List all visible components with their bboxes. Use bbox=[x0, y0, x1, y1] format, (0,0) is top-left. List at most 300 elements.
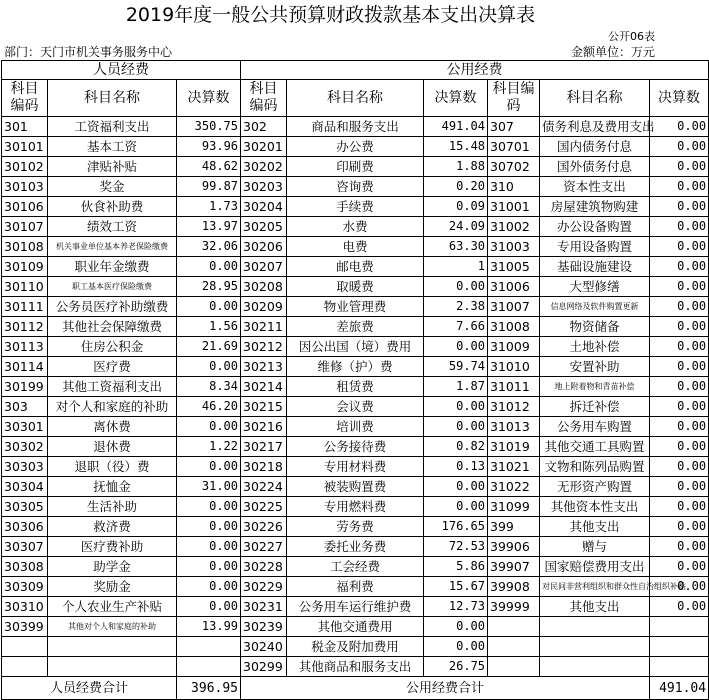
table-row bbox=[2, 377, 709, 397]
amount-cell: 0.00 bbox=[177, 537, 241, 557]
amount-cell: 15.67 bbox=[424, 577, 488, 597]
name-cell: 国外债务付息 bbox=[540, 157, 650, 177]
code-cell: 30209 bbox=[241, 297, 287, 317]
amount-cell: 24.09 bbox=[424, 217, 488, 237]
name-cell: 房屋建筑物购建 bbox=[540, 197, 650, 217]
amount-cell: 0.00 bbox=[650, 237, 709, 257]
code-cell: 30103 bbox=[2, 177, 48, 197]
amount-cell: 0.00 bbox=[424, 417, 488, 437]
name-cell: 津贴补贴 bbox=[48, 157, 177, 177]
code-cell: 30101 bbox=[2, 137, 48, 157]
table-row bbox=[2, 317, 709, 337]
code-cell: 30112 bbox=[2, 317, 48, 337]
name-cell: 公务接待费 bbox=[287, 437, 424, 457]
amount-cell: 0.00 bbox=[650, 557, 709, 577]
name-cell: 资本性支出 bbox=[540, 177, 650, 197]
code-cell: 30307 bbox=[2, 537, 48, 557]
column-header-row bbox=[2, 80, 709, 117]
name-cell: 土地补偿 bbox=[540, 337, 650, 357]
amount-cell: 13.97 bbox=[177, 217, 241, 237]
amount-cell: 5.86 bbox=[424, 557, 488, 577]
name-cell: 伙食补助费 bbox=[48, 197, 177, 217]
code-cell: 39908 bbox=[488, 577, 540, 597]
code-cell: 30299 bbox=[241, 657, 287, 677]
name-cell: 手续费 bbox=[287, 197, 424, 217]
amount-cell: 0.00 bbox=[650, 337, 709, 357]
column-header-amount: 决算数 bbox=[650, 80, 709, 117]
code-cell: 39907 bbox=[488, 557, 540, 577]
name-cell: 住房公积金 bbox=[48, 337, 177, 357]
code-cell: 30218 bbox=[241, 457, 287, 477]
code-cell: 31010 bbox=[488, 357, 540, 377]
name-cell: 基础设施建设 bbox=[540, 257, 650, 277]
code-cell: 399 bbox=[488, 517, 540, 537]
table-row bbox=[2, 217, 709, 237]
code-cell: 31002 bbox=[488, 217, 540, 237]
amount-cell: 176.65 bbox=[424, 517, 488, 537]
column-header-name: 科目名称 bbox=[48, 80, 177, 117]
code-cell: 30304 bbox=[2, 477, 48, 497]
table-row bbox=[2, 477, 709, 497]
code-cell: 31009 bbox=[488, 337, 540, 357]
name-cell: 债务利息及费用支出 bbox=[540, 117, 650, 137]
name-cell: 工会经费 bbox=[287, 557, 424, 577]
column-header-code: 科目编码 bbox=[241, 80, 287, 117]
amount-cell: 0.00 bbox=[650, 157, 709, 177]
code-cell: 31005 bbox=[488, 257, 540, 277]
amount-cell: 0.00 bbox=[650, 357, 709, 377]
amount-cell: 0.00 bbox=[650, 197, 709, 217]
code-cell: 30302 bbox=[2, 437, 48, 457]
code-cell: 30217 bbox=[241, 437, 287, 457]
column-header-code: 科目编码 bbox=[2, 80, 48, 117]
amount-cell: 0.13 bbox=[424, 457, 488, 477]
name-cell: 其他交通费用 bbox=[287, 617, 424, 637]
name-cell: 工资福利支出 bbox=[48, 117, 177, 137]
column-header-amount: 决算数 bbox=[424, 80, 488, 117]
code-cell: 30208 bbox=[241, 277, 287, 297]
table-row bbox=[2, 517, 709, 537]
amount-cell: 13.99 bbox=[177, 617, 241, 637]
unit-label: 金额单位：万元 bbox=[570, 45, 655, 59]
code-cell: 39999 bbox=[488, 597, 540, 617]
name-cell: 差旅费 bbox=[287, 317, 424, 337]
name-cell: 赠与 bbox=[540, 537, 650, 557]
amount-cell: 350.75 bbox=[177, 117, 241, 137]
column-header-name: 科目名称 bbox=[540, 80, 650, 117]
table-row bbox=[2, 197, 709, 217]
name-cell: 退职（役）费 bbox=[48, 457, 177, 477]
amount-cell: 0.00 bbox=[424, 397, 488, 417]
name-cell: 被装购置费 bbox=[287, 477, 424, 497]
code-cell bbox=[488, 637, 540, 657]
name-cell: 专用燃料费 bbox=[287, 497, 424, 517]
amount-cell: 0.00 bbox=[424, 637, 488, 657]
code-cell: 30113 bbox=[2, 337, 48, 357]
column-header-code: 科目编码 bbox=[488, 80, 540, 117]
table-row bbox=[2, 337, 709, 357]
code-cell: 31001 bbox=[488, 197, 540, 217]
name-cell: 国家赔偿费用支出 bbox=[540, 557, 650, 577]
amount-cell bbox=[650, 657, 709, 677]
name-cell bbox=[48, 657, 177, 677]
amount-cell: 0.00 bbox=[650, 497, 709, 517]
code-cell: 30211 bbox=[241, 317, 287, 337]
table-row bbox=[2, 257, 709, 277]
name-cell: 专用设备购置 bbox=[540, 237, 650, 257]
code-cell: 30226 bbox=[241, 517, 287, 537]
amount-cell: 0.00 bbox=[177, 257, 241, 277]
amount-cell: 0.00 bbox=[650, 317, 709, 337]
name-cell: 机关事业单位基本养老保险缴费 bbox=[48, 237, 177, 257]
name-cell: 公务用车运行维护费 bbox=[287, 597, 424, 617]
amount-cell: 8.34 bbox=[177, 377, 241, 397]
amount-cell: 0.00 bbox=[424, 477, 488, 497]
code-cell: 30301 bbox=[2, 417, 48, 437]
name-cell: 办公费 bbox=[287, 137, 424, 157]
name-cell: 拆迁补偿 bbox=[540, 397, 650, 417]
code-cell: 30231 bbox=[241, 597, 287, 617]
amount-cell: 2.38 bbox=[424, 297, 488, 317]
name-cell: 会议费 bbox=[287, 397, 424, 417]
code-cell: 30227 bbox=[241, 537, 287, 557]
name-cell: 医疗费 bbox=[48, 357, 177, 377]
amount-cell: 99.87 bbox=[177, 177, 241, 197]
table-number: 公开06表 bbox=[608, 30, 655, 43]
amount-cell: 12.73 bbox=[424, 597, 488, 617]
amount-cell: 491.04 bbox=[424, 117, 488, 137]
amount-cell: 0.00 bbox=[177, 357, 241, 377]
amount-cell: 0.20 bbox=[424, 177, 488, 197]
name-cell: 助学金 bbox=[48, 557, 177, 577]
code-cell: 31013 bbox=[488, 417, 540, 437]
code-cell: 31022 bbox=[488, 477, 540, 497]
name-cell: 劳务费 bbox=[287, 517, 424, 537]
name-cell: 奖金 bbox=[48, 177, 177, 197]
table-row bbox=[2, 117, 709, 137]
amount-cell: 0.00 bbox=[650, 137, 709, 157]
table-row bbox=[2, 277, 709, 297]
code-cell: 30310 bbox=[2, 597, 48, 617]
name-cell: 其他交通工具购置 bbox=[540, 437, 650, 457]
amount-cell: 0.00 bbox=[650, 397, 709, 417]
name-cell: 物业管理费 bbox=[287, 297, 424, 317]
code-cell bbox=[2, 637, 48, 657]
code-cell: 30107 bbox=[2, 217, 48, 237]
department-label: 部门：天门市机关事务服务中心 bbox=[4, 45, 173, 59]
name-cell: 无形资产购置 bbox=[540, 477, 650, 497]
amount-cell: 0.00 bbox=[177, 297, 241, 317]
name-cell bbox=[48, 637, 177, 657]
name-cell: 其他商品和服务支出 bbox=[287, 657, 424, 677]
column-header-amount: 决算数 bbox=[177, 80, 241, 117]
code-cell: 302 bbox=[241, 117, 287, 137]
amount-cell: 0.00 bbox=[177, 497, 241, 517]
amount-cell: 48.62 bbox=[177, 157, 241, 177]
amount-cell: 31.00 bbox=[177, 477, 241, 497]
amount-cell: 0.00 bbox=[424, 277, 488, 297]
code-cell: 31008 bbox=[488, 317, 540, 337]
public-total-label: 公用经费合计 bbox=[241, 677, 650, 700]
amount-cell: 0.00 bbox=[650, 277, 709, 297]
name-cell: 安置补助 bbox=[540, 357, 650, 377]
name-cell bbox=[540, 617, 650, 637]
name-cell: 地上附着物和青苗补偿 bbox=[540, 377, 650, 397]
name-cell: 职业年金缴费 bbox=[48, 257, 177, 277]
code-cell: 31011 bbox=[488, 377, 540, 397]
amount-cell: 1.88 bbox=[424, 157, 488, 177]
public-total-value: 491.04 bbox=[650, 677, 709, 700]
amount-cell: 21.69 bbox=[177, 337, 241, 357]
amount-cell: 0.00 bbox=[177, 517, 241, 537]
code-cell: 30106 bbox=[2, 197, 48, 217]
name-cell: 其他支出 bbox=[540, 517, 650, 537]
amount-cell bbox=[650, 637, 709, 657]
name-cell: 办公设备购置 bbox=[540, 217, 650, 237]
amount-cell: 0.00 bbox=[650, 537, 709, 557]
amount-cell: 0.00 bbox=[650, 377, 709, 397]
code-cell: 30701 bbox=[488, 137, 540, 157]
name-cell: 对个人和家庭的补助 bbox=[48, 397, 177, 417]
amount-cell: 0.00 bbox=[650, 477, 709, 497]
name-cell: 对民间非营利组织和群众性自治组织补贴 bbox=[540, 577, 650, 597]
amount-cell: 7.66 bbox=[424, 317, 488, 337]
code-cell: 30214 bbox=[241, 377, 287, 397]
amount-cell: 59.74 bbox=[424, 357, 488, 377]
table-row bbox=[2, 637, 709, 657]
amount-cell: 0.00 bbox=[650, 417, 709, 437]
name-cell: 医疗费补助 bbox=[48, 537, 177, 557]
table-row bbox=[2, 177, 709, 197]
name-cell: 生活补助 bbox=[48, 497, 177, 517]
code-cell: 30229 bbox=[241, 577, 287, 597]
code-cell: 30228 bbox=[241, 557, 287, 577]
amount-cell: 1.73 bbox=[177, 197, 241, 217]
code-cell: 30305 bbox=[2, 497, 48, 517]
table-row bbox=[2, 437, 709, 457]
table-row bbox=[2, 497, 709, 517]
name-cell: 印刷费 bbox=[287, 157, 424, 177]
code-cell: 30109 bbox=[2, 257, 48, 277]
amount-cell: 63.30 bbox=[424, 237, 488, 257]
code-cell: 30102 bbox=[2, 157, 48, 177]
code-cell: 31021 bbox=[488, 457, 540, 477]
code-cell: 30225 bbox=[241, 497, 287, 517]
table-row bbox=[2, 597, 709, 617]
expenditure-table bbox=[1, 60, 709, 700]
totals-row bbox=[2, 677, 709, 700]
code-cell: 30199 bbox=[2, 377, 48, 397]
column-header-name: 科目名称 bbox=[287, 80, 424, 117]
name-cell: 基本工资 bbox=[48, 137, 177, 157]
amount-cell bbox=[177, 657, 241, 677]
name-cell: 其他社会保障缴费 bbox=[48, 317, 177, 337]
name-cell: 税金及附加费用 bbox=[287, 637, 424, 657]
code-cell: 30205 bbox=[241, 217, 287, 237]
table-body bbox=[2, 117, 709, 677]
name-cell: 文物和陈列品购置 bbox=[540, 457, 650, 477]
table-row bbox=[2, 457, 709, 477]
name-cell: 个人农业生产补贴 bbox=[48, 597, 177, 617]
code-cell: 30240 bbox=[241, 637, 287, 657]
name-cell: 绩效工资 bbox=[48, 217, 177, 237]
amount-cell: 0.00 bbox=[424, 497, 488, 517]
amount-cell: 93.96 bbox=[177, 137, 241, 157]
name-cell: 培训费 bbox=[287, 417, 424, 437]
name-cell: 因公出国（境）费用 bbox=[287, 337, 424, 357]
table-row bbox=[2, 417, 709, 437]
table-row bbox=[2, 137, 709, 157]
personnel-total-value: 396.95 bbox=[177, 677, 241, 700]
amount-cell: 72.53 bbox=[424, 537, 488, 557]
amount-cell: 0.00 bbox=[650, 517, 709, 537]
amount-cell: 0.00 bbox=[650, 437, 709, 457]
code-cell: 30702 bbox=[488, 157, 540, 177]
code-cell bbox=[2, 657, 48, 677]
table-row bbox=[2, 617, 709, 637]
amount-cell: 0.00 bbox=[650, 117, 709, 137]
amount-cell: 0.00 bbox=[424, 617, 488, 637]
code-cell: 30399 bbox=[2, 617, 48, 637]
amount-cell: 0.00 bbox=[177, 577, 241, 597]
amount-cell: 1.87 bbox=[424, 377, 488, 397]
code-cell: 303 bbox=[2, 397, 48, 417]
amount-cell: 0.00 bbox=[177, 597, 241, 617]
code-cell: 30309 bbox=[2, 577, 48, 597]
code-cell: 30213 bbox=[241, 357, 287, 377]
name-cell: 其他支出 bbox=[540, 597, 650, 617]
name-cell: 租赁费 bbox=[287, 377, 424, 397]
name-cell: 取暖费 bbox=[287, 277, 424, 297]
code-cell: 30216 bbox=[241, 417, 287, 437]
name-cell: 水费 bbox=[287, 217, 424, 237]
code-cell: 30202 bbox=[241, 157, 287, 177]
code-cell: 30204 bbox=[241, 197, 287, 217]
code-cell: 30239 bbox=[241, 617, 287, 637]
amount-cell: 0.00 bbox=[650, 217, 709, 237]
amount-cell: 0.00 bbox=[650, 577, 709, 597]
table-row bbox=[2, 577, 709, 597]
code-cell: 31012 bbox=[488, 397, 540, 417]
name-cell: 大型修缮 bbox=[540, 277, 650, 297]
name-cell: 退休费 bbox=[48, 437, 177, 457]
name-cell: 抚恤金 bbox=[48, 477, 177, 497]
name-cell: 公务员医疗补助缴费 bbox=[48, 297, 177, 317]
code-cell: 30114 bbox=[2, 357, 48, 377]
table-row bbox=[2, 397, 709, 417]
amount-cell: 0.09 bbox=[424, 197, 488, 217]
name-cell: 其他对个人和家庭的补助 bbox=[48, 617, 177, 637]
report-title: 2019年度一般公共预算财政拨款基本支出决算表 bbox=[125, 4, 536, 26]
table-row bbox=[2, 157, 709, 177]
name-cell: 其他资本性支出 bbox=[540, 497, 650, 517]
amount-cell bbox=[650, 617, 709, 637]
table-row bbox=[2, 357, 709, 377]
name-cell bbox=[540, 637, 650, 657]
code-cell: 30306 bbox=[2, 517, 48, 537]
name-cell: 邮电费 bbox=[287, 257, 424, 277]
amount-cell: 0.00 bbox=[650, 597, 709, 617]
code-cell: 30206 bbox=[241, 237, 287, 257]
name-cell: 商品和服务支出 bbox=[287, 117, 424, 137]
amount-cell: 32.06 bbox=[177, 237, 241, 257]
code-cell bbox=[488, 617, 540, 637]
name-cell: 专用材料费 bbox=[287, 457, 424, 477]
code-cell: 30203 bbox=[241, 177, 287, 197]
amount-cell: 0.82 bbox=[424, 437, 488, 457]
code-cell: 30303 bbox=[2, 457, 48, 477]
amount-cell: 1.22 bbox=[177, 437, 241, 457]
name-cell: 维修（护）费 bbox=[287, 357, 424, 377]
name-cell: 物资储备 bbox=[540, 317, 650, 337]
personnel-group-header: 人员经费 bbox=[2, 61, 241, 80]
code-cell: 30212 bbox=[241, 337, 287, 357]
code-cell: 31006 bbox=[488, 277, 540, 297]
code-cell: 307 bbox=[488, 117, 540, 137]
code-cell: 31007 bbox=[488, 297, 540, 317]
name-cell: 委托业务费 bbox=[287, 537, 424, 557]
name-cell: 职工基本医疗保险缴费 bbox=[48, 277, 177, 297]
code-cell: 31003 bbox=[488, 237, 540, 257]
name-cell: 福利费 bbox=[287, 577, 424, 597]
amount-cell: 0.00 bbox=[177, 557, 241, 577]
code-cell: 30207 bbox=[241, 257, 287, 277]
code-cell: 30108 bbox=[2, 237, 48, 257]
amount-cell: 0.00 bbox=[177, 457, 241, 477]
code-cell: 30111 bbox=[2, 297, 48, 317]
name-cell: 信息网络及软件购置更新 bbox=[540, 297, 650, 317]
amount-cell: 0.00 bbox=[424, 337, 488, 357]
name-cell: 奖励金 bbox=[48, 577, 177, 597]
amount-cell: 0.00 bbox=[650, 257, 709, 277]
group-header-row bbox=[2, 61, 709, 80]
amount-cell: 0.00 bbox=[650, 177, 709, 197]
code-cell: 30224 bbox=[241, 477, 287, 497]
table-row bbox=[2, 557, 709, 577]
name-cell: 公务用车购置 bbox=[540, 417, 650, 437]
amount-cell: 46.20 bbox=[177, 397, 241, 417]
code-cell: 310 bbox=[488, 177, 540, 197]
public-group-header: 公用经费 bbox=[241, 61, 709, 80]
amount-cell: 26.75 bbox=[424, 657, 488, 677]
code-cell: 30110 bbox=[2, 277, 48, 297]
amount-cell: 0.00 bbox=[650, 457, 709, 477]
table-row bbox=[2, 537, 709, 557]
name-cell bbox=[540, 657, 650, 677]
amount-cell: 0.00 bbox=[177, 417, 241, 437]
amount-cell: 1 bbox=[424, 257, 488, 277]
amount-cell bbox=[177, 637, 241, 657]
amount-cell: 28.95 bbox=[177, 277, 241, 297]
code-cell: 31019 bbox=[488, 437, 540, 457]
table-row bbox=[2, 657, 709, 677]
amount-cell: 1.56 bbox=[177, 317, 241, 337]
name-cell: 电费 bbox=[287, 237, 424, 257]
amount-cell: 0.00 bbox=[650, 297, 709, 317]
code-cell: 301 bbox=[2, 117, 48, 137]
name-cell: 国内债务付息 bbox=[540, 137, 650, 157]
table-row bbox=[2, 297, 709, 317]
name-cell: 其他工资福利支出 bbox=[48, 377, 177, 397]
code-cell: 39906 bbox=[488, 537, 540, 557]
code-cell: 30201 bbox=[241, 137, 287, 157]
code-cell: 30215 bbox=[241, 397, 287, 417]
personnel-total-label: 人员经费合计 bbox=[2, 677, 177, 700]
code-cell bbox=[488, 657, 540, 677]
name-cell: 咨询费 bbox=[287, 177, 424, 197]
code-cell: 31099 bbox=[488, 497, 540, 517]
amount-cell: 15.48 bbox=[424, 137, 488, 157]
